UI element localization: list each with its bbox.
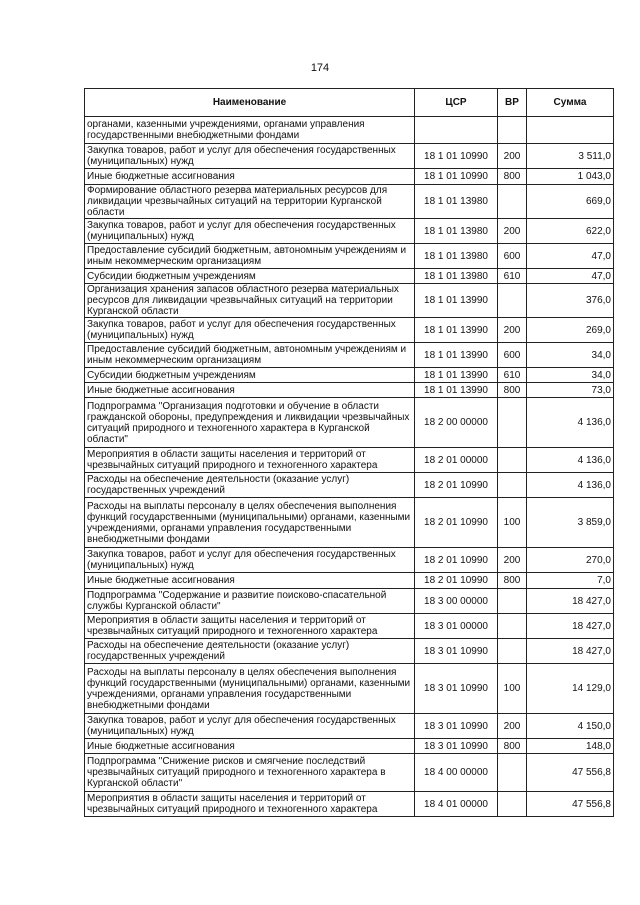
cell-csr: 18 3 01 10990 bbox=[415, 714, 498, 739]
header-csr: ЦСР bbox=[415, 89, 498, 117]
cell-vr bbox=[498, 473, 527, 498]
cell-sum: 47,0 bbox=[527, 269, 614, 284]
table-row bbox=[85, 448, 614, 473]
cell-csr bbox=[415, 117, 498, 144]
table-row bbox=[85, 639, 614, 664]
cell-csr: 18 3 01 10990 bbox=[415, 639, 498, 664]
cell-sum: 18 427,0 bbox=[527, 589, 614, 614]
table-row bbox=[85, 614, 614, 639]
cell-name: Формирование областного резерва материальных ресурсов для ликвидации чрезвычайных ситуаций на территории Курганской области bbox=[85, 185, 415, 219]
cell-name: Закупка товаров, работ и услуг для обеспечения государственных (муниципальных) нужд bbox=[85, 219, 415, 244]
cell-vr bbox=[498, 284, 527, 318]
cell-csr: 18 3 01 10990 bbox=[415, 664, 498, 714]
table-row bbox=[85, 548, 614, 573]
cell-vr: 800 bbox=[498, 573, 527, 589]
cell-sum: 622,0 bbox=[527, 219, 614, 244]
cell-vr: 200 bbox=[498, 318, 527, 343]
cell-csr: 18 2 01 10990 bbox=[415, 573, 498, 589]
cell-csr: 18 1 01 10990 bbox=[415, 169, 498, 185]
table-row bbox=[85, 473, 614, 498]
cell-vr bbox=[498, 117, 527, 144]
cell-csr: 18 2 01 00000 bbox=[415, 448, 498, 473]
cell-name: Расходы на обеспечение деятельности (оказание услуг) государственных учреждений bbox=[85, 473, 415, 498]
cell-vr: 200 bbox=[498, 144, 527, 169]
header-sum: Сумма bbox=[527, 89, 614, 117]
cell-sum: 4 136,0 bbox=[527, 473, 614, 498]
cell-csr: 18 3 01 10990 bbox=[415, 739, 498, 754]
cell-vr bbox=[498, 398, 527, 448]
cell-sum: 269,0 bbox=[527, 318, 614, 343]
cell-name: Иные бюджетные ассигнования bbox=[85, 383, 415, 398]
cell-sum: 14 129,0 bbox=[527, 664, 614, 714]
table-row bbox=[85, 343, 614, 368]
cell-vr: 610 bbox=[498, 368, 527, 383]
table-row bbox=[85, 498, 614, 548]
cell-csr: 18 1 01 13980 bbox=[415, 185, 498, 219]
cell-name: органами, казенными учреждениями, органами управления государственными внебюджетными фондами bbox=[85, 117, 415, 144]
cell-vr: 200 bbox=[498, 219, 527, 244]
table-row bbox=[85, 573, 614, 589]
cell-vr: 200 bbox=[498, 548, 527, 573]
table-row bbox=[85, 318, 614, 343]
cell-sum: 376,0 bbox=[527, 284, 614, 318]
cell-csr: 18 1 01 10990 bbox=[415, 144, 498, 169]
cell-vr bbox=[498, 589, 527, 614]
cell-csr: 18 1 01 13990 bbox=[415, 368, 498, 383]
header-vr: ВР bbox=[498, 89, 527, 117]
cell-name: Предоставление субсидий бюджетным, автономным учреждениям и иным некоммерческим организациям bbox=[85, 343, 415, 368]
cell-sum: 4 150,0 bbox=[527, 714, 614, 739]
cell-name: Закупка товаров, работ и услуг для обеспечения государственных (муниципальных) нужд bbox=[85, 318, 415, 343]
cell-sum: 34,0 bbox=[527, 368, 614, 383]
cell-vr bbox=[498, 639, 527, 664]
cell-sum: 3 859,0 bbox=[527, 498, 614, 548]
cell-vr: 100 bbox=[498, 498, 527, 548]
cell-vr: 600 bbox=[498, 244, 527, 269]
cell-vr bbox=[498, 614, 527, 639]
table-row bbox=[85, 398, 614, 448]
cell-csr: 18 1 01 13980 bbox=[415, 269, 498, 284]
table-row bbox=[85, 144, 614, 169]
cell-csr: 18 1 01 13990 bbox=[415, 343, 498, 368]
table-row bbox=[85, 714, 614, 739]
cell-sum: 47 556,8 bbox=[527, 754, 614, 792]
cell-vr: 800 bbox=[498, 739, 527, 754]
table-row bbox=[85, 739, 614, 754]
cell-sum: 1 043,0 bbox=[527, 169, 614, 185]
cell-name: Подпрограмма "Содержание и развитие поисково-спасательной службы Курганской области" bbox=[85, 589, 415, 614]
cell-name: Мероприятия в области защиты населения и территорий от чрезвычайных ситуаций природного и техногенного характера bbox=[85, 448, 415, 473]
cell-vr bbox=[498, 448, 527, 473]
table-row bbox=[85, 284, 614, 318]
table-row bbox=[85, 754, 614, 792]
cell-name: Закупка товаров, работ и услуг для обеспечения государственных (муниципальных) нужд bbox=[85, 714, 415, 739]
cell-vr bbox=[498, 792, 527, 817]
cell-sum: 73,0 bbox=[527, 383, 614, 398]
table-header-row bbox=[85, 89, 614, 117]
cell-csr: 18 4 01 00000 bbox=[415, 792, 498, 817]
cell-vr bbox=[498, 185, 527, 219]
cell-csr: 18 2 01 10990 bbox=[415, 473, 498, 498]
cell-name: Иные бюджетные ассигнования bbox=[85, 169, 415, 185]
table-row bbox=[85, 383, 614, 398]
cell-sum: 47 556,8 bbox=[527, 792, 614, 817]
cell-sum: 7,0 bbox=[527, 573, 614, 589]
cell-name: Расходы на выплаты персоналу в целях обеспечения выполнения функций государственными (муниципальными) органами, казенными учреждениями, органами управления государственными внебюджетными фондами bbox=[85, 664, 415, 714]
cell-sum: 18 427,0 bbox=[527, 639, 614, 664]
cell-name: Мероприятия в области защиты населения и территорий от чрезвычайных ситуаций природного и техногенного характера bbox=[85, 614, 415, 639]
cell-name: Мероприятия в области защиты населения и территорий от чрезвычайных ситуаций природного и техногенного характера bbox=[85, 792, 415, 817]
cell-name: Субсидии бюджетным учреждениям bbox=[85, 368, 415, 383]
cell-vr: 600 bbox=[498, 343, 527, 368]
cell-name: Расходы на обеспечение деятельности (оказание услуг) государственных учреждений bbox=[85, 639, 415, 664]
cell-sum: 47,0 bbox=[527, 244, 614, 269]
cell-csr: 18 1 01 13990 bbox=[415, 318, 498, 343]
table-row bbox=[85, 219, 614, 244]
budget-table bbox=[84, 88, 614, 817]
cell-csr: 18 1 01 13980 bbox=[415, 244, 498, 269]
page-number: 174 bbox=[310, 62, 330, 74]
cell-name: Организация хранения запасов областного резерва материальных ресурсов для ликвидации чрезвычайных ситуаций на территории Курганской области bbox=[85, 284, 415, 318]
cell-csr: 18 4 00 00000 bbox=[415, 754, 498, 792]
cell-name: Иные бюджетные ассигнования bbox=[85, 739, 415, 754]
table-row bbox=[85, 792, 614, 817]
table-row bbox=[85, 664, 614, 714]
table-row bbox=[85, 169, 614, 185]
table-row bbox=[85, 368, 614, 383]
cell-name: Закупка товаров, работ и услуг для обеспечения государственных (муниципальных) нужд bbox=[85, 144, 415, 169]
cell-vr: 610 bbox=[498, 269, 527, 284]
cell-vr: 200 bbox=[498, 714, 527, 739]
cell-csr: 18 1 01 13980 bbox=[415, 219, 498, 244]
cell-csr: 18 2 00 00000 bbox=[415, 398, 498, 448]
cell-csr: 18 3 01 00000 bbox=[415, 614, 498, 639]
cell-name: Расходы на выплаты персоналу в целях обеспечения выполнения функций государственными (муниципальными) органами, казенными учреждениями, органами управления государственными внебюджетными фондами bbox=[85, 498, 415, 548]
cell-name: Подпрограмма "Организация подготовки и обучение в области гражданской обороны, предупреждения и ликвидации чрезвычайных ситуаций природного и техногенного характера в Курганской области" bbox=[85, 398, 415, 448]
header-name: Наименование bbox=[85, 89, 415, 117]
cell-vr: 100 bbox=[498, 664, 527, 714]
cell-vr: 800 bbox=[498, 383, 527, 398]
cell-sum: 270,0 bbox=[527, 548, 614, 573]
cell-sum: 148,0 bbox=[527, 739, 614, 754]
cell-name: Закупка товаров, работ и услуг для обеспечения государственных (муниципальных) нужд bbox=[85, 548, 415, 573]
cell-sum: 4 136,0 bbox=[527, 448, 614, 473]
cell-vr bbox=[498, 754, 527, 792]
cell-sum: 34,0 bbox=[527, 343, 614, 368]
cell-csr: 18 3 00 00000 bbox=[415, 589, 498, 614]
table-row bbox=[85, 589, 614, 614]
table-row bbox=[85, 185, 614, 219]
cell-sum: 18 427,0 bbox=[527, 614, 614, 639]
table-row bbox=[85, 269, 614, 284]
cell-sum bbox=[527, 117, 614, 144]
cell-name: Предоставление субсидий бюджетным, автономным учреждениям и иным некоммерческим организациям bbox=[85, 244, 415, 269]
table-row bbox=[85, 117, 614, 144]
cell-csr: 18 2 01 10990 bbox=[415, 498, 498, 548]
cell-sum: 669,0 bbox=[527, 185, 614, 219]
cell-vr: 800 bbox=[498, 169, 527, 185]
table-row bbox=[85, 244, 614, 269]
cell-sum: 3 511,0 bbox=[527, 144, 614, 169]
cell-csr: 18 1 01 13990 bbox=[415, 383, 498, 398]
cell-name: Иные бюджетные ассигнования bbox=[85, 573, 415, 589]
cell-csr: 18 2 01 10990 bbox=[415, 548, 498, 573]
cell-csr: 18 1 01 13990 bbox=[415, 284, 498, 318]
cell-sum: 4 136,0 bbox=[527, 398, 614, 448]
cell-name: Субсидии бюджетным учреждениям bbox=[85, 269, 415, 284]
cell-name: Подпрограмма "Снижение рисков и смягчение последствий чрезвычайных ситуаций природного и техногенного характера в Курганской области" bbox=[85, 754, 415, 792]
